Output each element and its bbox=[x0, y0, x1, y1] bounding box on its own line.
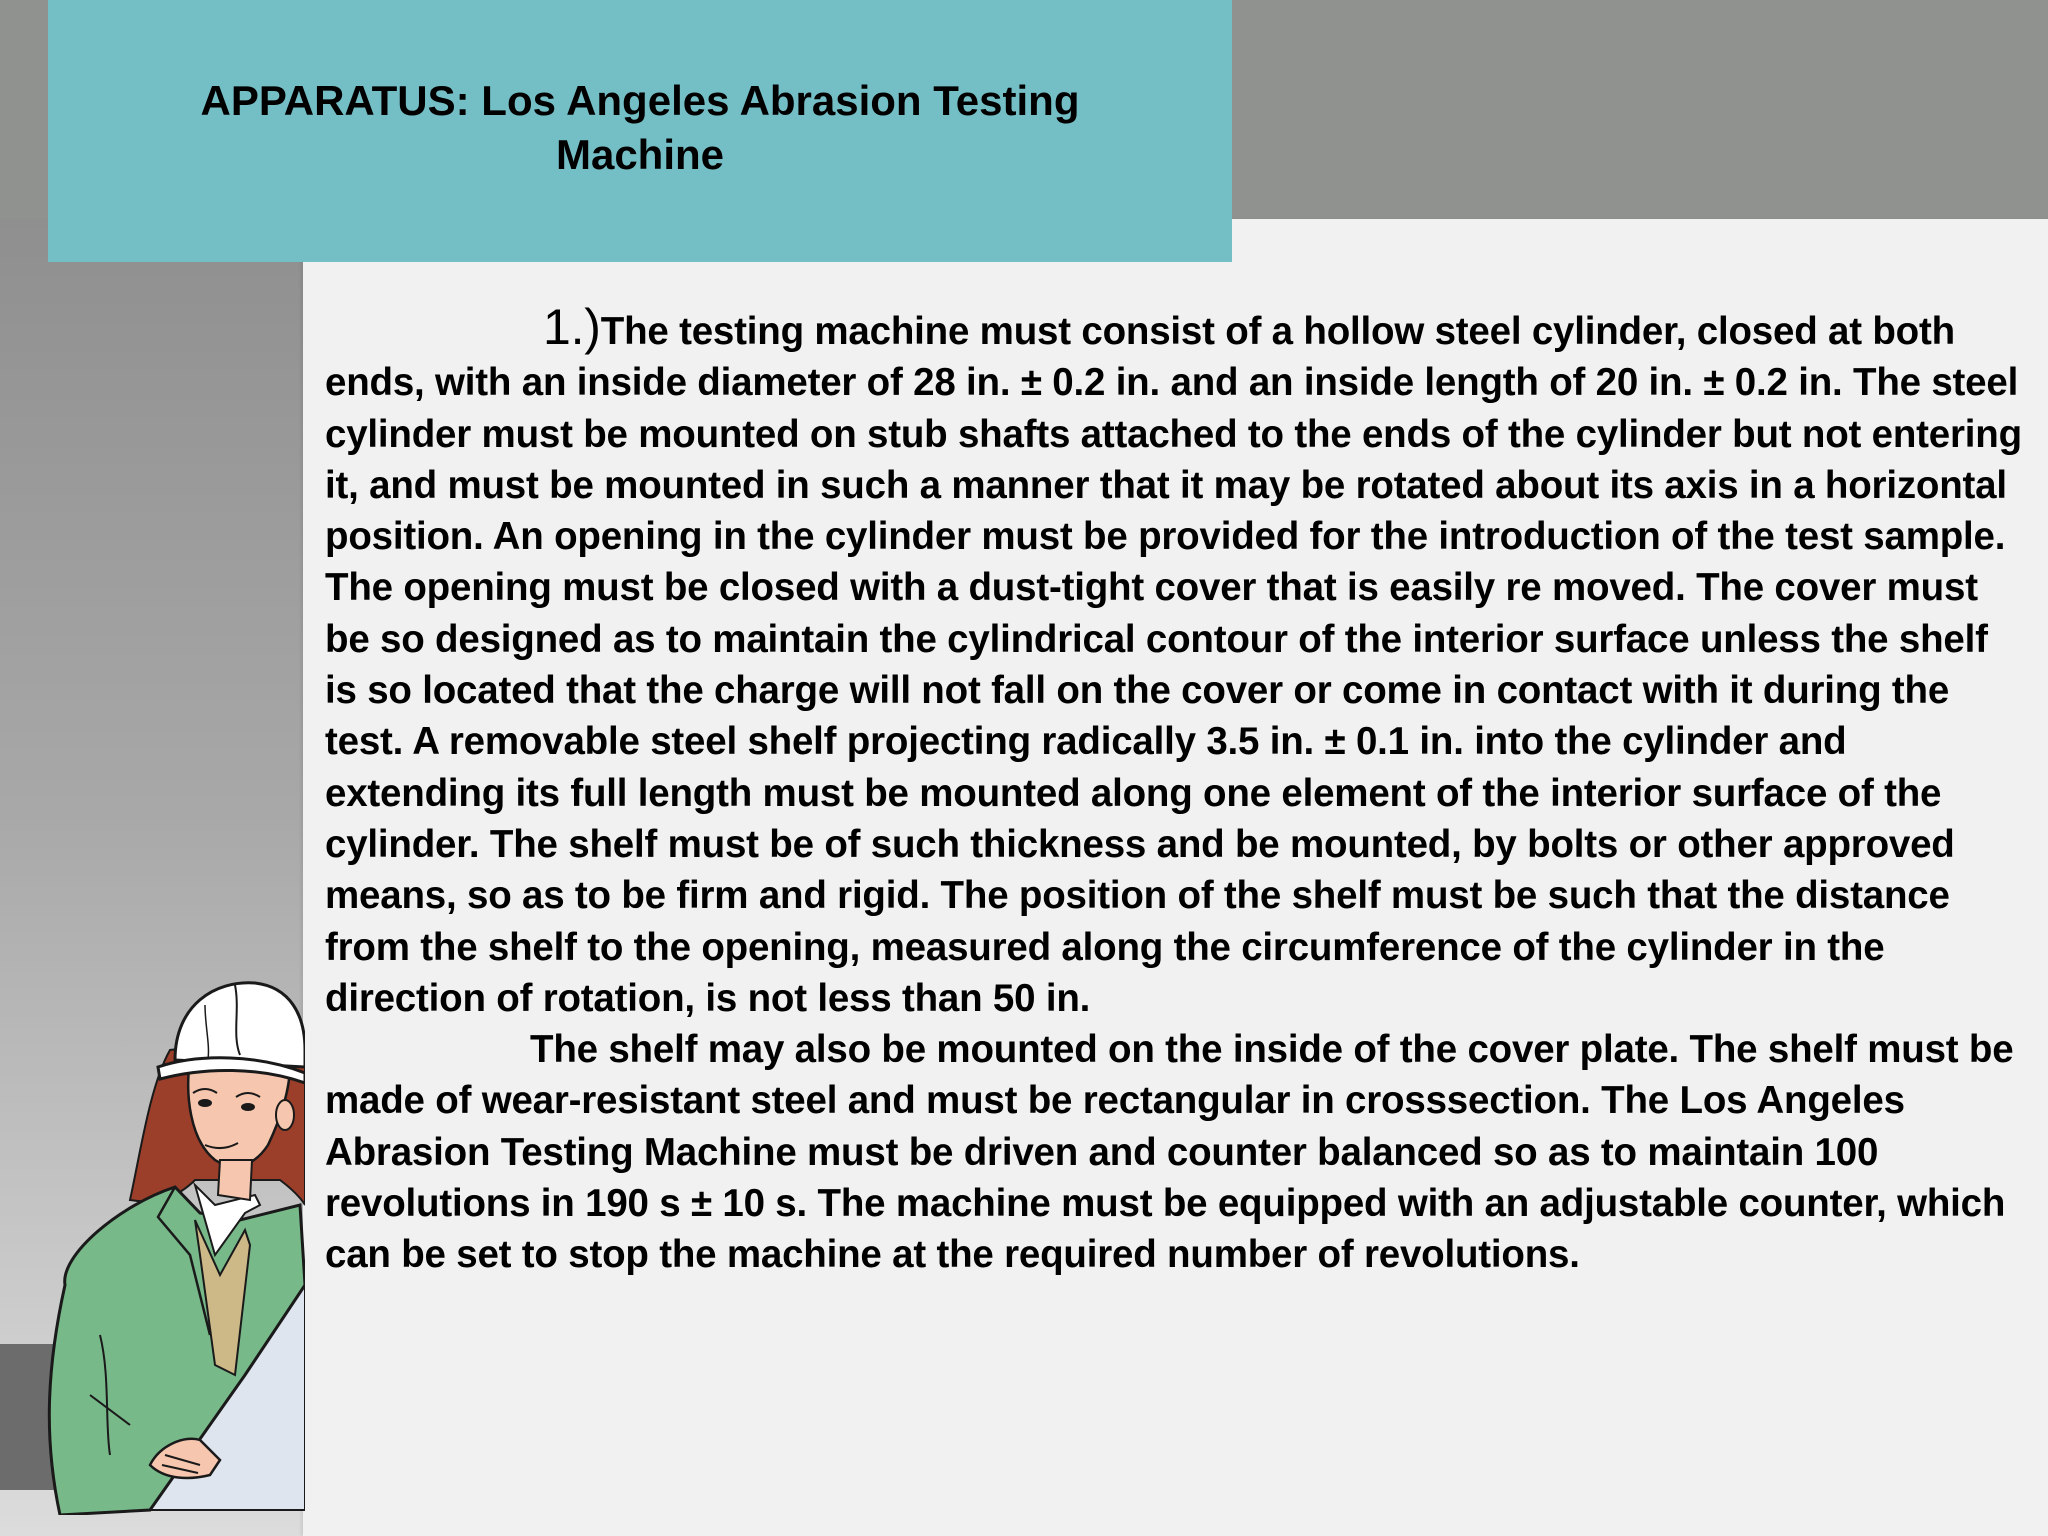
paragraph-1 bbox=[325, 299, 2025, 1024]
slide-title: APPARATUS: Los Angeles Abrasion Testing Machine bbox=[200, 77, 1080, 178]
paragraph-2-text: The shelf may also be mounted on the inside of the cover plate. The shelf must be made of wear-resistant steel and must be rectangular in crosssection. The Los Angeles Abrasion Testing Machine must be driven and counter balanced so as to maintain 100 revolutions in 190 s ± 10 s. The machine must be equipped with an adjustable counter, which can be set to stop the machine at the required number of revolutions. bbox=[325, 1028, 2014, 1277]
paragraph-2 bbox=[325, 1024, 2025, 1280]
title-box bbox=[48, 0, 1232, 262]
engineer-illustration-icon bbox=[0, 955, 305, 1515]
body-text bbox=[325, 299, 2025, 1281]
list-marker: 1.) bbox=[543, 299, 601, 355]
paragraph-1-text: The testing machine must consist of a hollow steel cylinder, closed at both ends, with an inside diameter of 28 in. ± 0.2 in. and an inside length of 20 in. ± 0.2 in. The steel cylinder must be mounted on stub shafts attached to the ends of the cylinder but not entering it, and must be mounted in such a manner that it may be rotated about its axis in a horizontal position. An opening in the cylinder must be provided for the introduction of the test sample. The opening must be closed with a dust-tight cover that is easily re moved. The cover must be so designed as to maintain the cylindrical contour of the interior surface unless the shelf is so located that the charge will not fall on the cover or come in contact with it during the test. A removable steel shelf projecting radically 3.5 in. ± 0.1 in. into the cylinder and extending its full length must be mounted along one element of the interior surface of the cylinder. The shelf must be of such thickness and be mounted, by bolts or other approved means, so as to be firm and rigid. The position of the shelf must be such that the distance from the shelf to the opening, measured along the circumference of the cylinder in the direction of rotation, is not less than 50 in. bbox=[325, 310, 2022, 1020]
